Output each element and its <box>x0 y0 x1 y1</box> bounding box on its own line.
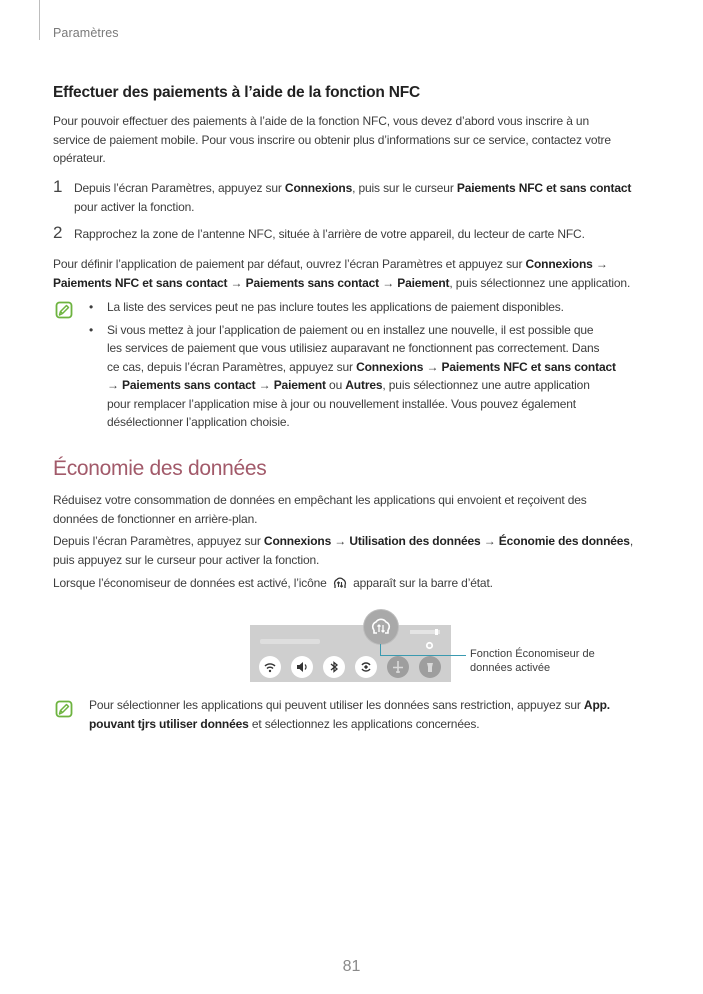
step-number: 2 <box>53 223 63 242</box>
sound-toggle <box>291 656 313 678</box>
nfc-intro-line: opérateur. <box>53 151 106 165</box>
bluetooth-toggle <box>323 656 345 678</box>
nfc-notes <box>89 298 659 432</box>
header-rule <box>39 0 40 40</box>
step-text: pour activer la fonction. <box>74 199 195 214</box>
nfc-default-app: Pour définir l’application de paiement par défaut, ouvrez l’écran Paramètres et appuyez sur Connexions → Paiements NFC et sans contact → Paiements sans contact → Paiement, puis sélectionnez une application. <box>53 257 631 290</box>
data-saver-note: Pour sélectionner les applications qui peuvent utiliser les données sans restriction, appuyez sur App. pouvant tjrs utiliser données et sélectionnez les applications concernées. <box>89 698 610 731</box>
data-saver-icon <box>364 610 398 644</box>
auto-rotate-toggle <box>355 656 377 678</box>
nfc-intro-line: service de paiement mobile. Pour vous inscrire ou obtenir plus d’informations sur ce service, contactez votre <box>53 132 611 147</box>
sound-icon <box>291 656 313 678</box>
data-saver-intro: Réduisez votre consommation de données en empêchant les applications qui envoient et reçoivent des données de fonctionner en arrière-plan. <box>53 493 587 526</box>
quick-panel-figure <box>250 625 451 682</box>
battery-icon <box>435 629 438 635</box>
wifi-icon <box>259 656 281 678</box>
data-saver-instructions: Depuis l’écran Paramètres, appuyez sur Connexions → Utilisation des données → Économie des données, puis appuyez sur le curseur pour activer la fonction. <box>53 534 634 567</box>
data-saver-icon <box>332 576 348 590</box>
settings-gear-icon <box>425 641 434 650</box>
quick-panel-blurred-text <box>260 639 320 644</box>
step-text: Rapprochez la zone de l’antenne NFC, située à l’arrière de votre appareil, du lecteur de carte NFC. <box>74 227 585 241</box>
nfc-heading: Effectuer des paiements à l’aide de la fonction NFC <box>53 84 421 101</box>
nfc-step-2 <box>53 223 663 244</box>
callout-line-horizontal <box>380 655 466 656</box>
flashlight-icon <box>419 656 441 678</box>
nfc-step-1 <box>53 177 663 216</box>
callout-label: Fonction Économiseur de données activée <box>470 648 595 674</box>
section-label: Paramètres <box>53 26 119 40</box>
step-number: 1 <box>53 177 63 196</box>
nfc-intro <box>53 112 663 168</box>
airplane-mode-toggle <box>387 656 409 678</box>
wifi-toggle <box>259 656 281 678</box>
bluetooth-icon <box>323 656 345 678</box>
note-bullet-item: • Si vous mettez à jour l’application de paiement ou en installez une nouvelle, il est possible que les services de paiement que vous utilisiez auparavant ne fonctionnent pas correctement. Dans ce cas, depuis l’écran Paramètres, appuyez sur Connexions → Paiements NFC et sans contact → Paiements sans contact → Paiement ou Autres, puis sélectionnez une autre application pour remplacer l’application mise à jour ou nouvellement installée. Vous pouvez également désélectionner l’application choisie. <box>89 322 616 429</box>
data-saver-status-text: Lorsque l’économiseur de données est activé, l’icône apparaît sur la barre d’état. <box>53 576 493 590</box>
step-text: Depuis l’écran Paramètres, appuyez sur Connexions, puis sur le curseur Paiements NFC et sans contact <box>74 181 632 195</box>
note-icon <box>55 700 73 718</box>
data-saver-heading: Économie des données <box>53 457 267 480</box>
flashlight-toggle <box>419 656 441 678</box>
page-number: 81 <box>342 958 361 975</box>
note-bullet-item: • La liste des services peut ne pas inclure toutes les applications de paiement disponibles. <box>89 300 564 314</box>
data-saver-highlight <box>364 610 398 644</box>
nfc-intro-line: Pour pouvoir effectuer des paiements à l’aide de la fonction NFC, vous devez d’abord vous inscrire à un <box>53 114 589 128</box>
airplane-icon <box>387 656 409 678</box>
note-icon <box>55 301 73 319</box>
auto-rotate-icon <box>355 656 377 678</box>
